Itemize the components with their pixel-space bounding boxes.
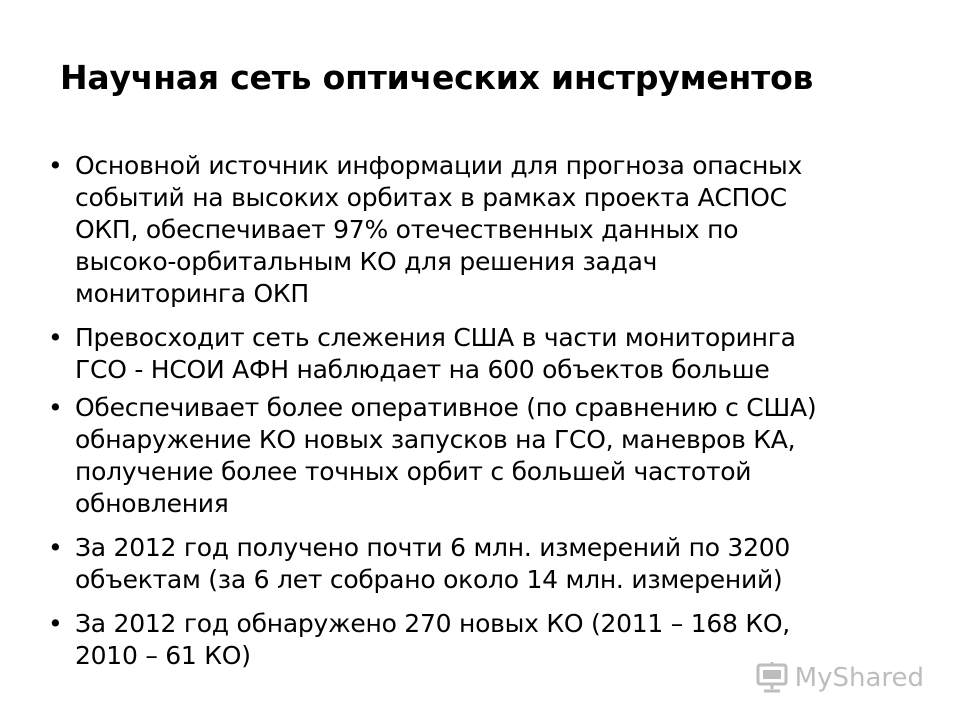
bullet-line: высоко-орбитальным КО для решения задач: [75, 247, 658, 276]
bullet-item: [48, 532, 928, 596]
bullet-item: [48, 322, 928, 386]
bullet-line: Основной источник информации для прогноза опасных: [75, 151, 803, 180]
bullet-item: [48, 392, 928, 520]
slide-title: Научная сеть оптических инструментов: [60, 58, 814, 97]
projector-screen-icon: [755, 662, 789, 694]
bullet-item: [48, 150, 928, 310]
bullet-line: Превосходит сеть слежения США в части мониторинга: [75, 323, 796, 352]
bullet-line: ОКП, обеспечивает 97% отечественных данных по: [75, 215, 739, 244]
bullet-line: Обеспечивает более оперативное (по сравнению с США): [75, 393, 817, 422]
bullet-dot: •: [48, 151, 63, 180]
bullet-line: обнаружение КО новых запусков на ГСО, маневров КА,: [75, 425, 796, 454]
bullet-line: 2010 – 61 КО): [75, 641, 251, 670]
bullet-list: [48, 150, 928, 672]
bullet-dot: •: [48, 393, 63, 422]
bullet-dot: •: [48, 323, 63, 352]
watermark-logo[interactable]: [755, 662, 924, 694]
bullet-line: обновления: [75, 489, 229, 518]
bullet-line: За 2012 год обнаружено 270 новых КО (2011 – 168 КО,: [75, 609, 791, 638]
bullet-line: получение более точных орбит с большей частотой: [75, 457, 752, 486]
bullet-line: событий на высоких орбитах в рамках проекта АСПОС: [75, 183, 787, 212]
bullet-line: мониторинга ОКП: [75, 279, 309, 308]
bullet-line: ГСО - НСОИ АФН наблюдает на 600 объектов больше: [75, 355, 770, 384]
watermark-text: MyShared: [794, 663, 924, 693]
bullet-dot: •: [48, 609, 63, 638]
bullet-line: объектам (за 6 лет собрано около 14 млн. измерений): [75, 565, 783, 594]
bullet-line: За 2012 год получено почти 6 млн. измерений по 3200: [75, 533, 791, 562]
bullet-dot: •: [48, 533, 63, 562]
